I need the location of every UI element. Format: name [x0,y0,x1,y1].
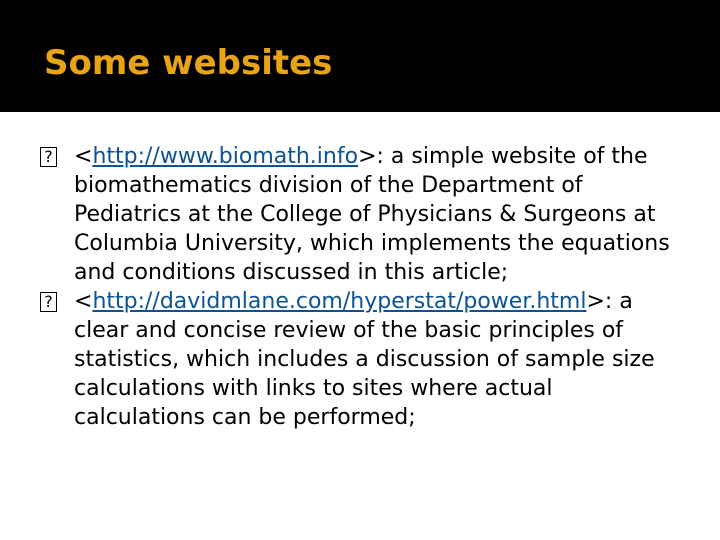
slide-title: Some websites [44,43,333,83]
title-band [0,0,720,112]
link-open-bracket: < [74,144,93,169]
hyperstat-link[interactable]: http://davidmlane.com/hyperstat/power.html [92,289,587,314]
bullet-icon: ? [40,147,57,167]
slide-body [40,142,690,432]
list-item [40,142,690,287]
item-description: >: a clear and concise review of the basic principles of statistics, which includes a discussion of sample size calculations with links to sites where actual calculations can be performed; [74,289,655,430]
biomath-link[interactable]: http://www.biomath.info [92,144,359,169]
link-open-bracket: < [74,289,93,314]
item-description: >: a simple website of the biomathematics division of the Department of Pediatrics at the College of Physicians & Surgeons at Columbia University, which implements the equations and conditions discussed in this article; [74,144,670,285]
list-item [40,287,690,432]
bullet-icon: ? [40,292,57,312]
